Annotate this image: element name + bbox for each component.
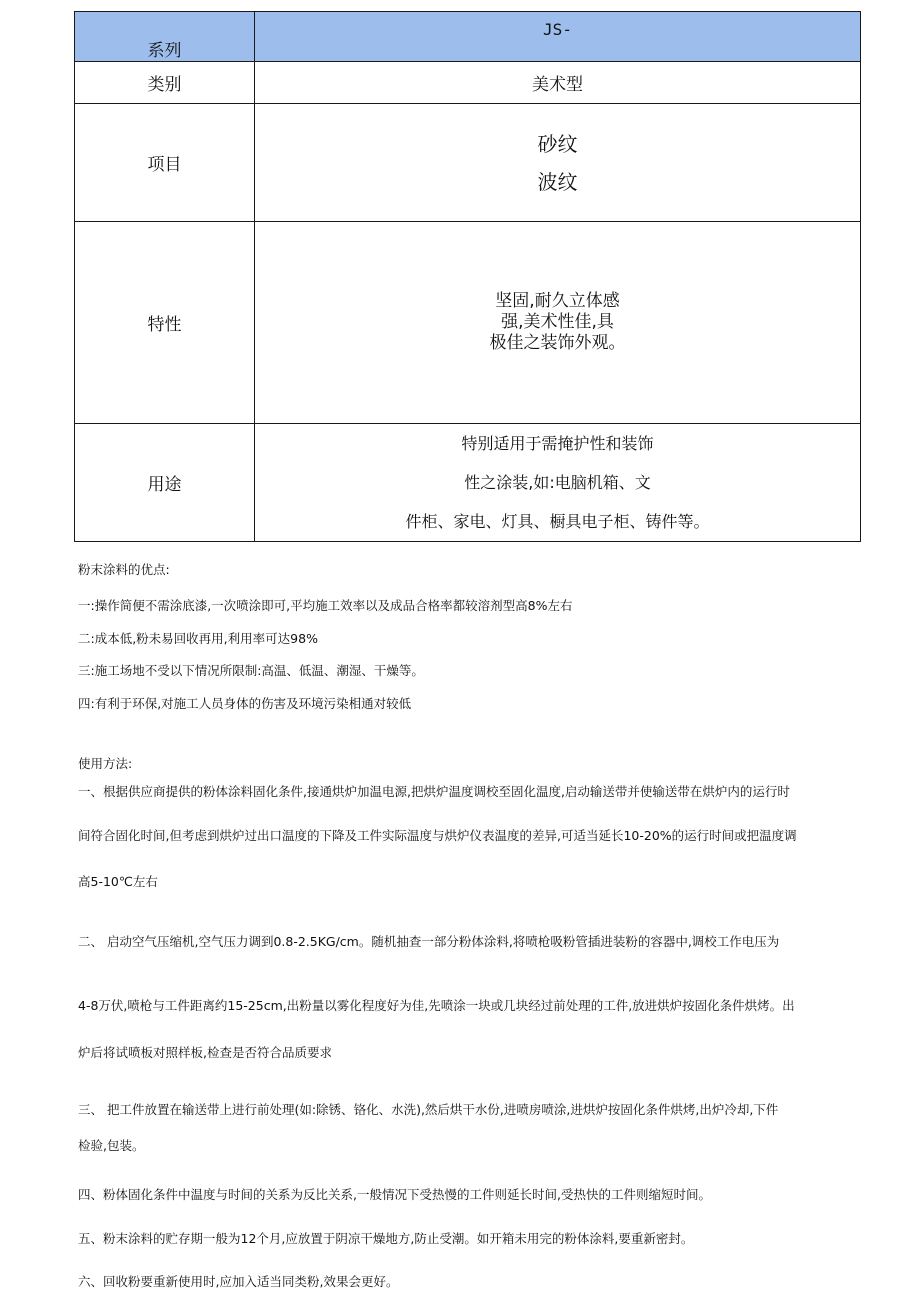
series-value: JS- [255, 12, 861, 62]
series-label: 系列 [147, 41, 182, 61]
advantage-item: 一:操作简便不需涂底漆,一次喷涂即可,平均施工效率以及成品合格率都较溶剂型高8%左右 [78, 598, 573, 613]
features-line: 极佳之装饰外观。 [489, 333, 626, 353]
items-label: 项目 [75, 104, 255, 222]
usage-method-line: 四、粉体固化条件中温度与时间的关系为反比关系,一般情况下受热慢的工件则延长时间,受热快的工件则缩短时间。 [78, 1187, 711, 1202]
table-row [75, 424, 861, 542]
usage-method-line: 检验,包装。 [78, 1138, 145, 1153]
usage-line: 性之涂装,如:电脑机箱、文 [464, 473, 651, 492]
items-cell [255, 104, 861, 222]
advantage-item: 四:有利于环保,对施工人员身体的伤害及环境污染相通对较低 [78, 696, 412, 711]
usage-method-title: 使用方法: [78, 756, 133, 771]
usage-method-line: 间符合固化时间,但考虑到烘炉过出口温度的下降及工件实际温度与烘炉仪表温度的差异,可适当延长10-20%的运行时间或把温度调 [78, 828, 797, 843]
features-line: 强,美术性佳,具 [501, 312, 614, 332]
usage-line: 件柜、家电、灯具、橱具电子柜、铸件等。 [405, 512, 710, 531]
series-label-cell [75, 12, 255, 62]
item-line: 砂纹 [537, 131, 578, 156]
table-row [75, 104, 861, 222]
usage-method-line: 五、粉末涂料的贮存期一般为12个月,应放置于阴凉干燥地方,防止受潮。如开箱未用完的粉体涂料,要重新密封。 [78, 1231, 694, 1246]
usage-method-line: 六、回收粉要重新使用时,应加入适当同类粉,效果会更好。 [78, 1274, 399, 1289]
usage-method-line: 二、 启动空气压缩机,空气压力调到0.8-2.5KG/cm。随机抽查一部分粉体涂料,将喷枪吸粉管插进装粉的容器中,调校工作电压为 [78, 934, 780, 949]
category-label: 类别 [75, 62, 255, 104]
category-value: 美术型 [255, 62, 861, 104]
spec-table [74, 11, 861, 542]
table-row [75, 62, 861, 104]
usage-cell [255, 424, 861, 542]
features-label: 特性 [75, 222, 255, 424]
usage-method-line: 4-8万伏,喷枪与工件距离约15-25cm,出粉量以雾化程度好为佳,先喷涂一块或几块经过前处理的工件,放进烘炉按固化条件烘烤。出 [78, 998, 795, 1013]
usage-method-line: 一、根据供应商提供的粉体涂料固化条件,接通烘炉加温电源,把烘炉温度调校至固化温度,启动输送带并使输送带在烘炉内的运行时 [78, 784, 790, 799]
advantage-item: 三:施工场地不受以下情况所限制:高温、低温、潮湿、干燥等。 [78, 663, 424, 678]
usage-method-line: 高5-10℃左右 [78, 874, 158, 889]
advantage-item: 二:成本低,粉未易回收再用,利用率可达98% [78, 631, 318, 646]
item-line: 波纹 [537, 169, 578, 194]
usage-label: 用途 [75, 424, 255, 542]
usage-line: 特别适用于需掩护性和装饰 [461, 434, 654, 453]
usage-method-line: 三、 把工件放置在输送带上进行前处理(如:除锈、铬化、水洗),然后烘干水份,进喷房喷涂,进烘炉按固化条件烘烤,出炉冷却,下件 [78, 1102, 779, 1117]
usage-method-line: 炉后将试喷板对照样板,检查是否符合品质要求 [78, 1045, 332, 1060]
table-row [75, 222, 861, 424]
table-row [75, 12, 861, 62]
features-line: 坚固,耐久立体感 [495, 291, 620, 311]
advantages-title: 粉末涂料的优点: [78, 562, 170, 577]
features-cell [255, 222, 861, 424]
